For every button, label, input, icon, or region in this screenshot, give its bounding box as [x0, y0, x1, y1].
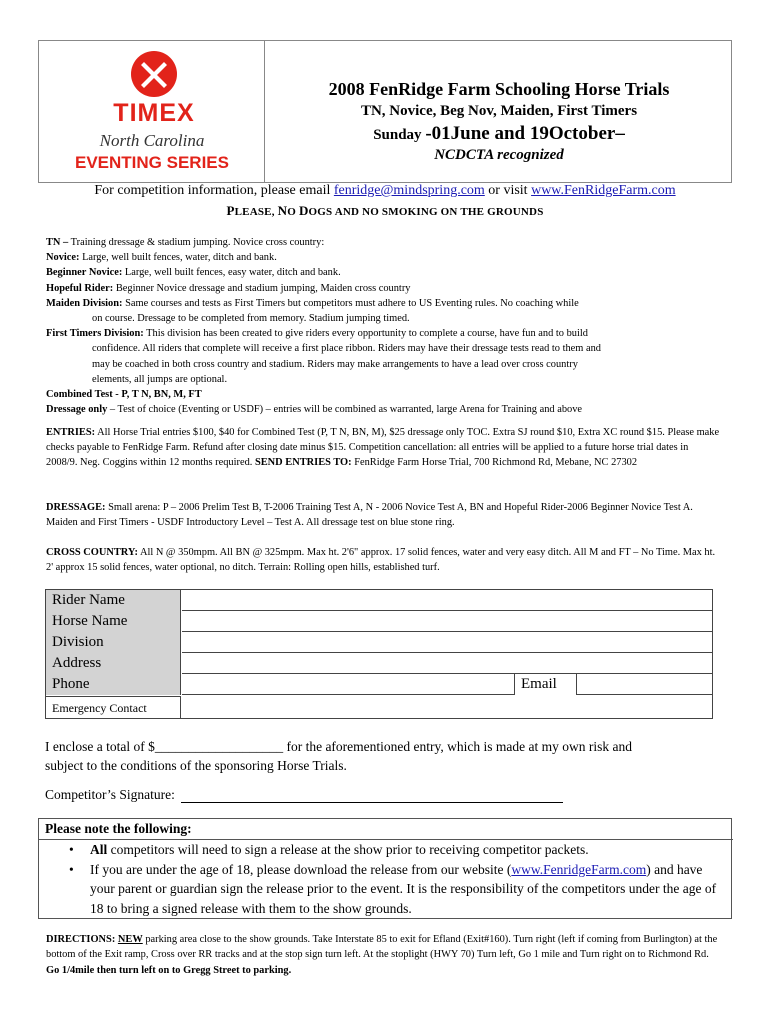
contact-info — [38, 183, 732, 199]
horse-name-field[interactable] — [182, 611, 712, 632]
header-box — [38, 40, 732, 183]
novice-label: Novice: — [46, 252, 80, 264]
combined-text: - P, T N, BN, M, FT — [112, 389, 202, 401]
directions-label: DIRECTIONS: — [46, 934, 116, 945]
cross-country-text: All N @ 350mpm. All BN @ 325mpm. Max ht. 2'6" approx. 17 solid fences, water and very easy ditch. All M and FT – No Time. Max ht. 2' approx 15 solid fences, water optional, no ditch. Terrain: Rolling open hills, established turf. — [46, 547, 716, 574]
note1-bold: All — [90, 842, 108, 857]
hopeful-label: Hopeful Rider: — [46, 282, 114, 294]
maiden-line-2: on course. Dressage to be completed from memory. Stadium jumping timed. — [92, 313, 410, 325]
recognition: NCDCTA recognized — [434, 147, 564, 163]
notice-lease: LEASE, — [234, 206, 278, 218]
note2-prefix: If you are under the age of 18, please download the release from our website ( — [90, 861, 512, 877]
emergency-contact-label: Emergency Contact — [46, 696, 181, 719]
title-block — [266, 41, 732, 182]
ft-label: First Timers Division: — [46, 328, 144, 340]
ft-line — [46, 326, 722, 341]
website-link[interactable]: www.FenRidgeFarm.com — [531, 183, 676, 198]
address-label: Address — [46, 653, 181, 674]
ft-line-3: may be coached in both cross country and stadium. Riders may make arrangements to have a lead over cross country — [92, 358, 578, 370]
info-middle: or visit — [484, 183, 532, 198]
dressage-paragraph — [46, 500, 722, 530]
directions-text: parking area close to the show grounds. Take Interstate 85 to exit for Efland (Exit#160). Turn right (left if coming from Burlington) at the bottom of the Exit ramp, Cross over RR tracks and at the stop sign turn left. At the stoplight (HWY 70) Turn left, Go 1 mile and Turn right on to Richmond Rd. — [46, 934, 718, 961]
maiden-text1: Same courses and tests as First Timers but competitors must adhere to US Eventing rules. No coaching while — [122, 297, 579, 309]
notes-title: Please note the following: — [39, 819, 733, 840]
note-item — [39, 860, 731, 919]
signature-row — [45, 787, 725, 803]
directions-new: NEW — [117, 934, 143, 945]
timex-x-icon — [131, 51, 177, 97]
cross-country-label: CROSS COUNTRY: — [46, 547, 138, 558]
novice-line — [46, 250, 722, 265]
dressage-only-line — [46, 402, 722, 417]
ft-text1: This division has been created to give riders every opportunity to complete a course, have fun and to build — [143, 328, 588, 340]
dressage-label: DRESSAGE: — [46, 502, 106, 513]
tn-text: Training dressage & stadium jumping. Novice cross country: — [68, 237, 325, 248]
entries-text: All Horse Trial entries $100, $40 for Combined Test (P, T N, BN, M), $25 dressage only TOC. Extra SJ round $10, Extra XC round $15. Please make checks payable to FenRidge Farm. Refund after closing date minus $15. Competition cancellation: all entries will be applied to a future horse trial dates in 2008/9. Neg. Coggins within 12 months required. — [46, 427, 720, 469]
division-field[interactable] — [182, 632, 712, 653]
notice-d: D — [298, 203, 309, 218]
note2-suffix: ) and have your parent or guardian sign the release prior to the event. It is the responsibility of the competitors under the age of 18 to bring a signed release with them to the show grounds. — [90, 861, 717, 916]
no-dogs-notice — [38, 203, 732, 219]
timex-logo — [39, 41, 265, 182]
hopeful-line — [46, 281, 722, 296]
notice-o: O — [287, 206, 299, 218]
ft-line-4: elements, all jumps are optional. — [92, 373, 228, 385]
horse-name-label: Horse Name — [46, 611, 181, 632]
logo-region: North Carolina — [99, 131, 205, 150]
maiden-label: Maiden Division: — [46, 297, 123, 309]
novice-text: Large, well built fences, water, ditch and bank. — [79, 252, 277, 264]
beg-label: Beginner Novice: — [46, 267, 123, 279]
info-prefix: For competition information, please email — [94, 183, 334, 198]
maiden-line — [46, 296, 722, 311]
notes-box — [38, 818, 732, 919]
enclose-line-1: I enclose a total of $___________________ for the aforementioned entry, which is made at my own risk and — [45, 739, 632, 754]
page-title: 2008 FenRidge Farm Schooling Horse Trials — [328, 79, 670, 99]
enclose-statement — [45, 737, 725, 775]
hopeful-text: Beginner Novice dressage and stadium jumping, Maiden cross country — [113, 282, 411, 294]
entries-label: ENTRIES: — [46, 427, 96, 438]
notice-n: N — [277, 203, 288, 218]
enclose-line-2: subject to the conditions of the sponsoring Horse Trials. — [45, 758, 347, 773]
tn-line — [46, 235, 722, 250]
notes-list — [39, 840, 731, 918]
rider-name-field[interactable] — [182, 590, 712, 611]
entry-form — [45, 589, 713, 719]
beg-text: Large, well built fences, easy water, ditch and bank. — [122, 267, 341, 279]
signature-label: Competitor’s Signature: — [45, 787, 175, 802]
directions-final: Go 1/4mile then turn left on to Gregg Street to parking. — [46, 964, 292, 976]
notice-p: P — [226, 203, 235, 218]
directions-paragraph — [46, 932, 722, 978]
date-prefix: Sunday — [373, 127, 426, 143]
logo-brand: TIMEX — [113, 99, 195, 127]
tn-label: TN – — [46, 237, 69, 248]
phone-field[interactable] — [182, 674, 712, 695]
release-link[interactable]: www.FenridgeFarm.com — [511, 861, 647, 877]
ft-line-2: confidence. All riders that complete will receive a first place ribbon. Riders may have their dressage tests read to them and — [92, 343, 601, 355]
bullet-icon: • — [69, 861, 74, 877]
send-entries-label: SEND ENTRIES TO: — [254, 457, 352, 469]
levels-line: TN, Novice, Beg Nov, Maiden, First Timers — [360, 103, 638, 119]
entries-paragraph — [46, 425, 722, 471]
bullet-icon: • — [69, 842, 74, 857]
date-main: -01June and 19October– — [425, 123, 625, 144]
signature-line[interactable] — [181, 791, 563, 803]
beg-line — [46, 265, 722, 280]
email-label: Email — [514, 674, 577, 695]
combined-label: Combined Test — [46, 389, 113, 401]
address-field[interactable] — [182, 653, 712, 674]
cross-country-paragraph — [46, 545, 722, 575]
phone-label: Phone — [46, 674, 181, 695]
email-link[interactable]: fenridge@mindspring.com — [333, 183, 485, 198]
entries-address: FenRidge Farm Horse Trial, 700 Richmond Rd, Mebane, NC 27302 — [351, 457, 638, 469]
dressage-text: Small arena: P – 2006 Prelim Test B, T-2006 Training Test A, N - 2006 Novice Test A, BN and Hopeful Rider-2006 Beginner Novice Test A. Maiden and First Timers - USDF Introductory Level – Test A. All dressage test on blue stone ring. — [46, 502, 693, 529]
division-label: Division — [46, 632, 181, 653]
date-line — [266, 123, 732, 145]
rider-name-label: Rider Name — [46, 590, 181, 611]
division-descriptions — [46, 235, 722, 417]
note1-text: competitors will need to sign a release at the show prior to receiving competitor packets. — [107, 842, 589, 857]
notice-rest: OGS AND NO SMOKING ON THE GROUNDS — [308, 206, 544, 218]
logo-series: EVENTING SERIES — [75, 153, 229, 172]
note-item — [39, 840, 731, 860]
combined-line — [46, 387, 722, 402]
dressage-only-text: – Test of choice (Eventing or USDF) – entries will be combined as warranted, large Arena for Training and above — [107, 404, 583, 416]
dressage-only-label: Dressage only — [46, 404, 108, 416]
